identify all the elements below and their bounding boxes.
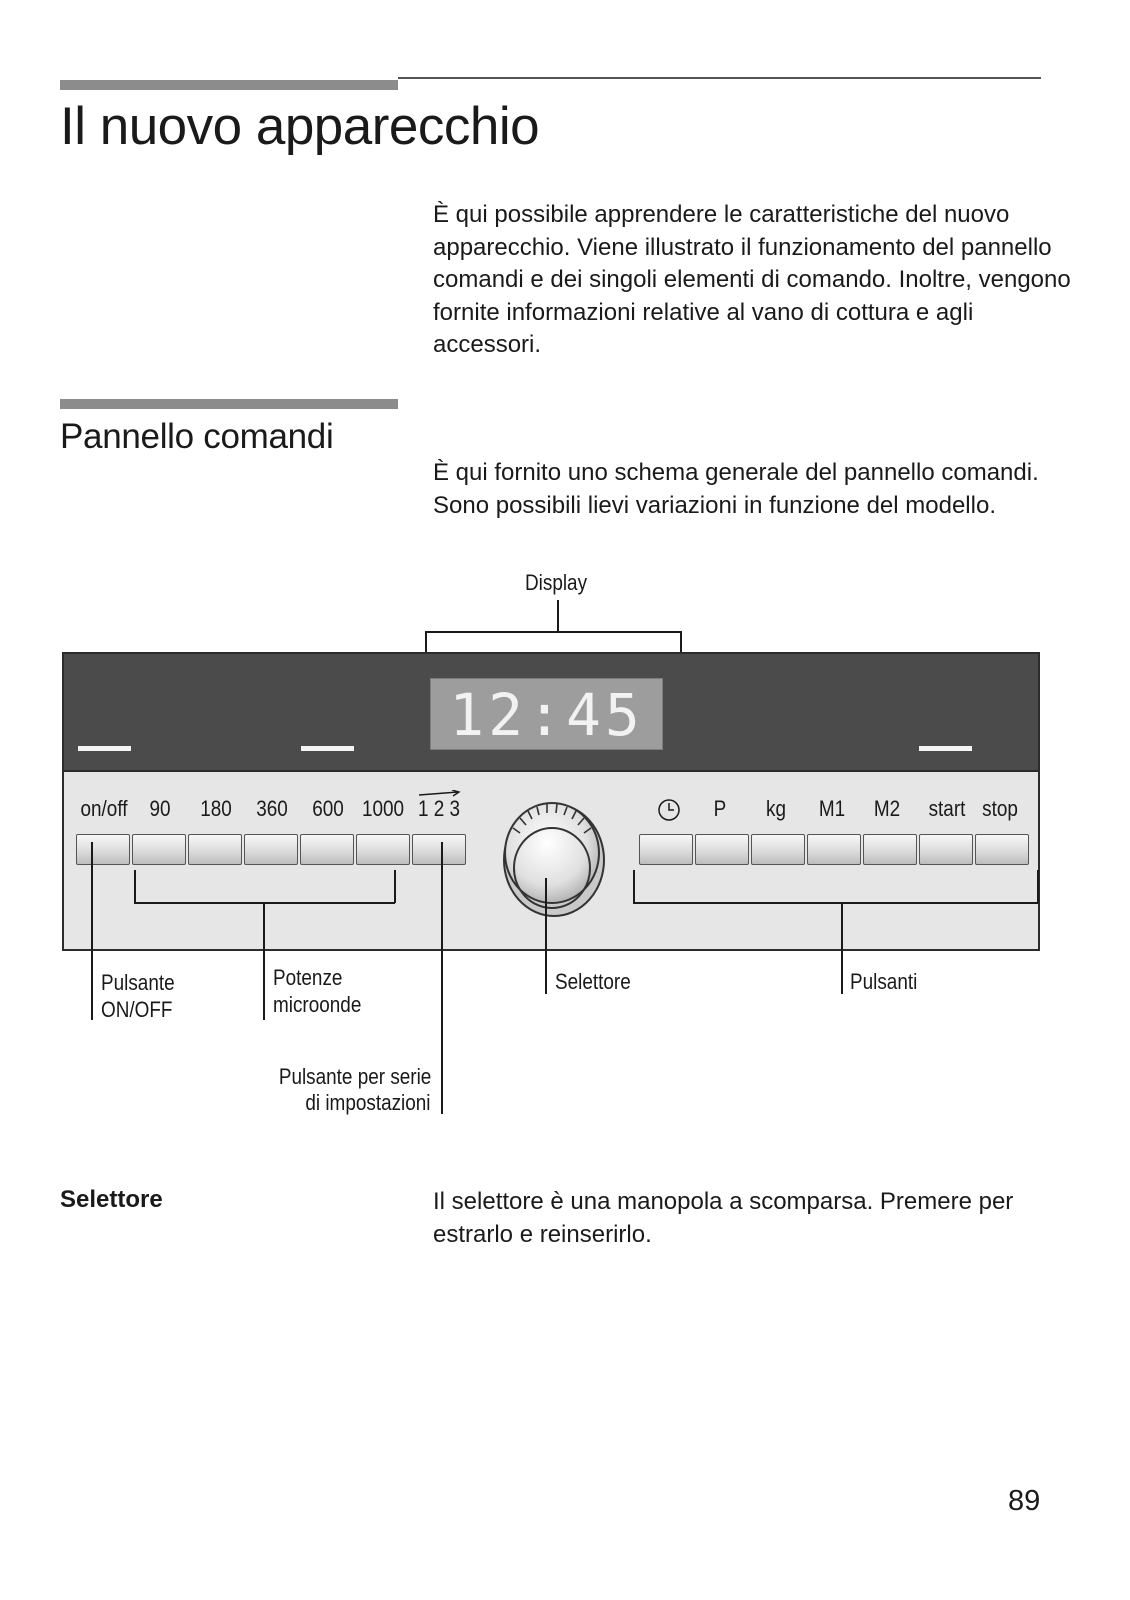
section-text-1: È qui fornito uno schema generale del pannello comandi. bbox=[433, 459, 1039, 486]
page-number: 89 bbox=[1008, 1485, 1041, 1517]
btn-label-90: 90 bbox=[149, 796, 171, 821]
btn-label-m2: M2 bbox=[873, 796, 901, 821]
indicator-dash-right bbox=[919, 746, 972, 751]
selector-callout-line bbox=[545, 878, 547, 994]
callout-buttons: Pulsanti bbox=[850, 969, 918, 994]
callout-onoff-line1: Pulsante bbox=[101, 970, 175, 995]
power-360-button[interactable] bbox=[244, 834, 298, 865]
buttons-bracket-right bbox=[1037, 870, 1039, 903]
power-bracket-base bbox=[134, 902, 395, 904]
callout-series-line1: Pulsante per serie bbox=[278, 1064, 431, 1089]
start-button[interactable] bbox=[919, 834, 973, 865]
btn-label-p: P bbox=[713, 796, 727, 821]
indicator-dash-mid bbox=[301, 746, 354, 751]
selector-section-paragraph bbox=[433, 1186, 1073, 1251]
callout-power-line2: microonde bbox=[273, 992, 362, 1017]
display-screen bbox=[430, 678, 663, 750]
intro-text: È qui possibile apprendere le caratteristiche del nuovo apparecchio. Viene illustrato il funzionamento del pannello comandi e dei singoli elementi di comando. Inoltre, vengono fornite informazioni relative al vano di cottura e agli accessori. bbox=[433, 201, 1071, 358]
buttons-callout-line bbox=[841, 902, 843, 994]
title-rule-thick bbox=[60, 80, 398, 90]
section-paragraph bbox=[433, 457, 1073, 522]
title-rule-thin bbox=[398, 77, 1041, 79]
btn-label-180: 180 bbox=[200, 796, 232, 821]
buttons-bracket-base bbox=[633, 902, 1038, 904]
btn-label-1000: 1000 bbox=[361, 796, 405, 821]
clock-icon bbox=[657, 798, 681, 822]
timer-button[interactable] bbox=[639, 834, 693, 865]
power-600-button[interactable] bbox=[300, 834, 354, 865]
display-callout-stem bbox=[557, 600, 559, 632]
btn-label-m1: M1 bbox=[818, 796, 846, 821]
btn-label-360: 360 bbox=[256, 796, 288, 821]
section-text-2: Sono possibili lievi variazioni in funzione del modello. bbox=[433, 491, 996, 519]
btn-label-stop: stop bbox=[982, 796, 1018, 821]
series-arrow-icon bbox=[418, 790, 462, 800]
onoff-callout-line bbox=[91, 842, 93, 1020]
power-180-button[interactable] bbox=[188, 834, 242, 865]
memory-1-button[interactable] bbox=[807, 834, 861, 865]
indicator-dash-left bbox=[78, 746, 131, 751]
memory-2-button[interactable] bbox=[863, 834, 917, 865]
power-bracket-right bbox=[394, 870, 396, 903]
btn-label-onoff: on/off bbox=[80, 796, 128, 821]
callout-selector: Selettore bbox=[555, 969, 631, 994]
power-90-button[interactable] bbox=[132, 834, 186, 865]
stop-button[interactable] bbox=[975, 834, 1029, 865]
knob-drawing bbox=[500, 798, 606, 918]
callout-power-line1: Potenze bbox=[273, 965, 343, 990]
program-button[interactable] bbox=[695, 834, 749, 865]
power-1000-button[interactable] bbox=[356, 834, 410, 865]
btn-label-600: 600 bbox=[312, 796, 344, 821]
callout-onoff-line2: ON/OFF bbox=[101, 997, 173, 1022]
display-callout-bracket bbox=[425, 631, 681, 633]
selector-section-label: Selettore bbox=[60, 1186, 163, 1213]
display-time: 12:45 bbox=[449, 681, 644, 749]
series-callout-line bbox=[441, 842, 443, 1114]
callout-series-line2: di impostazioni bbox=[305, 1090, 431, 1115]
weight-button[interactable] bbox=[751, 834, 805, 865]
section-rule bbox=[60, 399, 398, 409]
intro-paragraph bbox=[433, 199, 1073, 362]
btn-label-start: start bbox=[928, 796, 966, 821]
power-bracket-left bbox=[134, 870, 136, 903]
selector-section-text: Il selettore è una manopola a scomparsa. Premere per estrarlo e reinserirlo. bbox=[433, 1188, 1014, 1248]
buttons-bracket-left bbox=[633, 870, 635, 903]
page-title: Il nuovo apparecchio bbox=[60, 97, 540, 156]
selector-knob[interactable] bbox=[500, 798, 606, 918]
section-title: Pannello comandi bbox=[60, 417, 334, 456]
btn-label-kg: kg bbox=[766, 796, 786, 821]
series-button[interactable] bbox=[412, 834, 466, 865]
onoff-button[interactable] bbox=[76, 834, 130, 865]
power-callout-line bbox=[263, 902, 265, 1020]
btn-label-series: 1 2 3 bbox=[417, 796, 461, 821]
display-callout-label: Display bbox=[525, 570, 588, 595]
